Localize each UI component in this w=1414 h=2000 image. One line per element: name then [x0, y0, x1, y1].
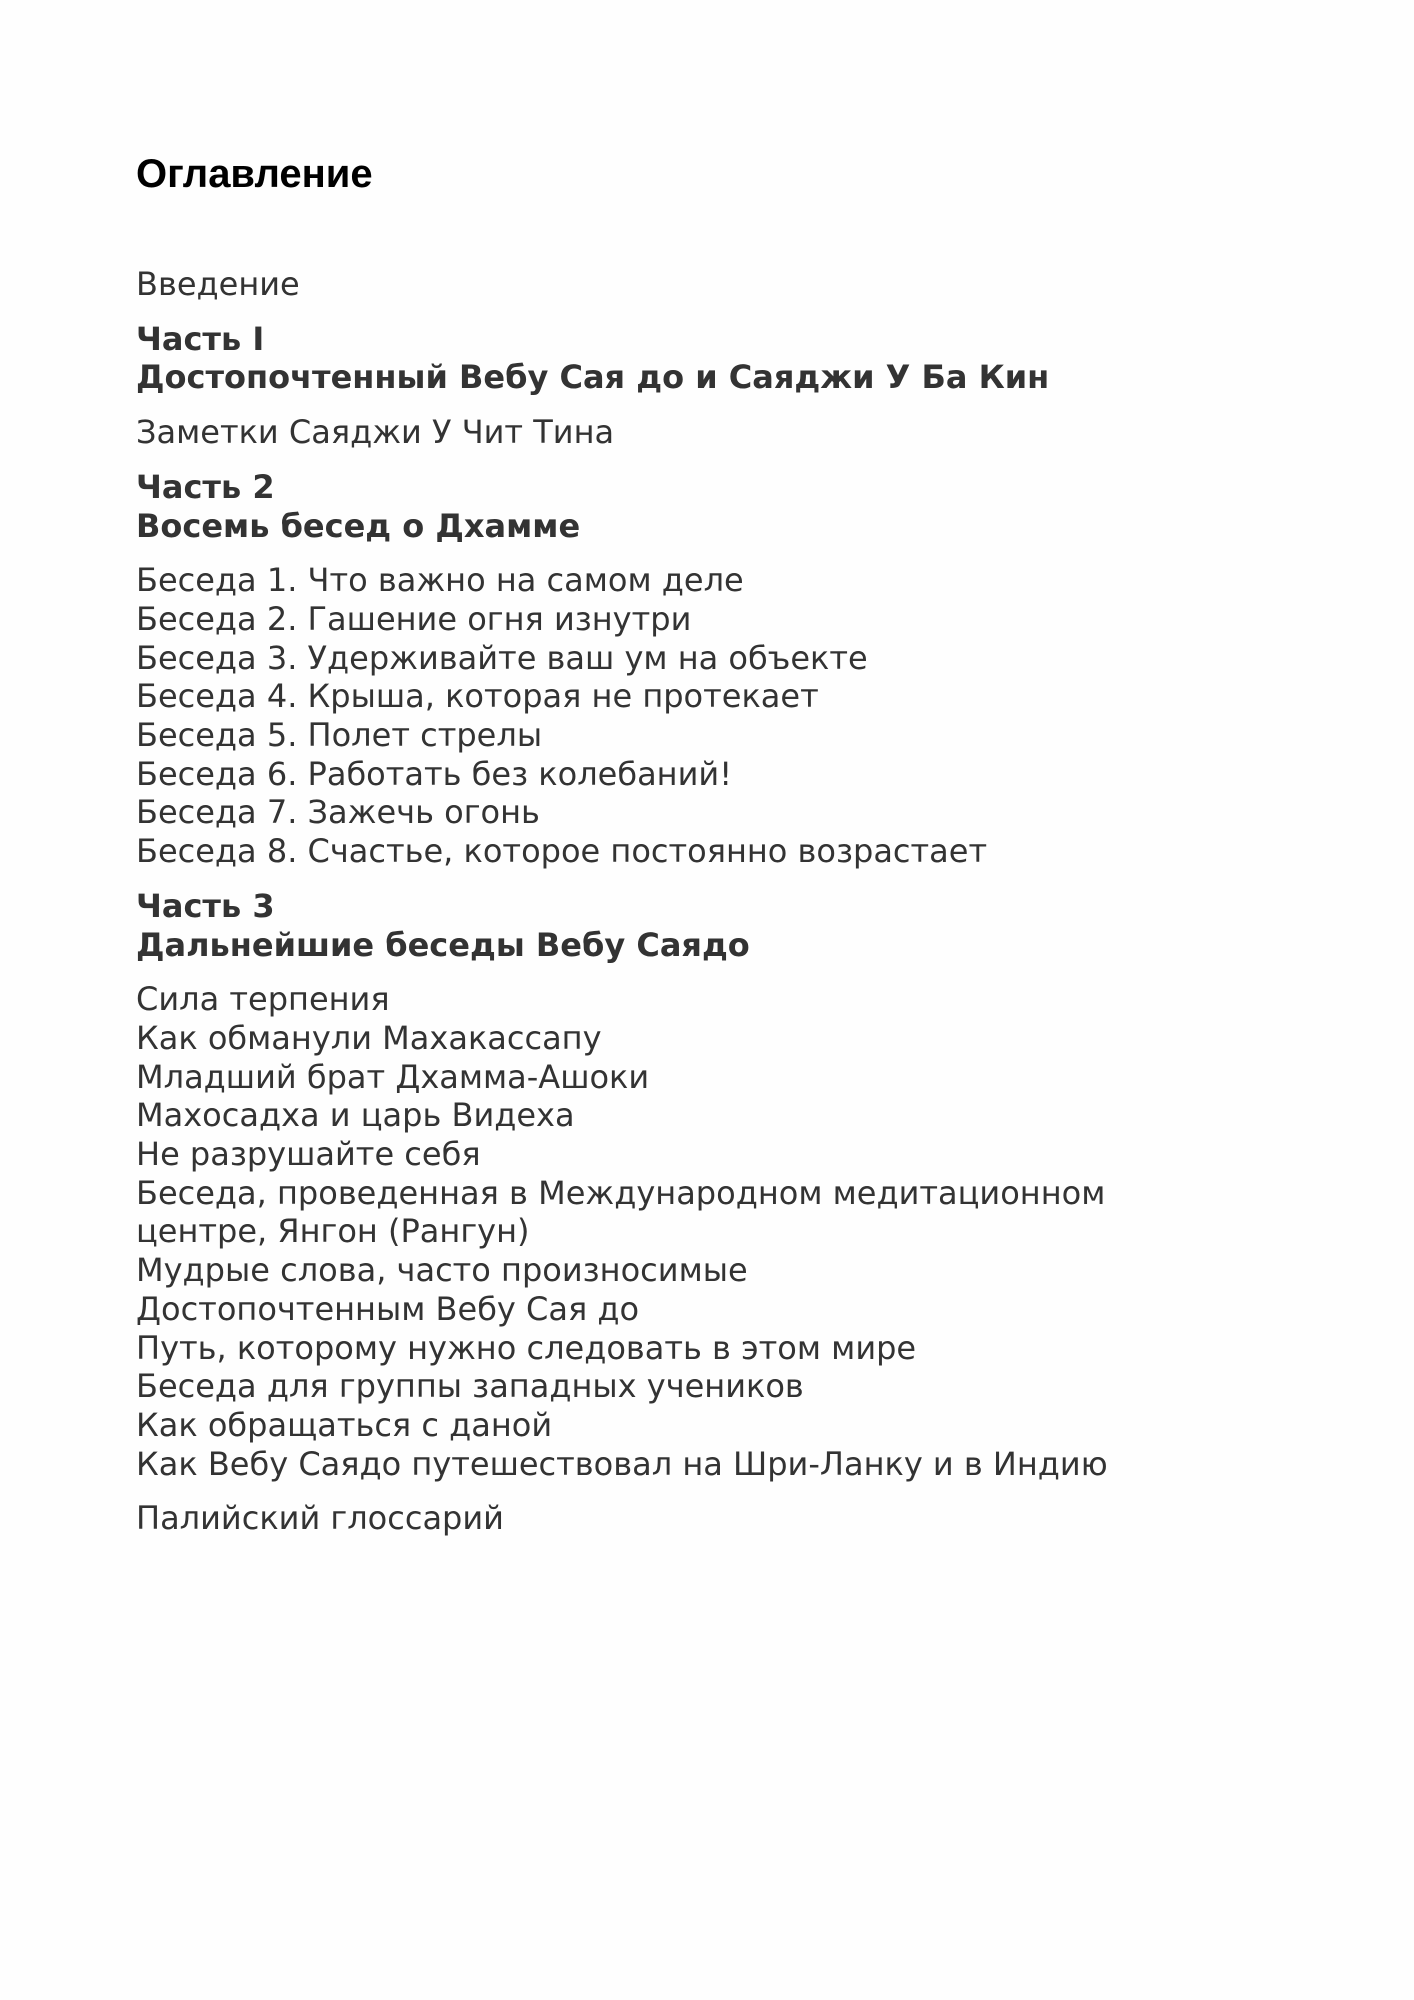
toc-item: Младший брат Дхамма-Ашоки: [136, 1057, 650, 1096]
page-title: Оглавление: [136, 152, 373, 196]
part-title: Восемь бесед о Дхамме: [136, 506, 581, 545]
part-1-heading: [136, 320, 1296, 397]
part-3-items: [136, 980, 1296, 1483]
toc-item: Путь, которому нужно следовать в этом мире: [136, 1328, 917, 1367]
document-page: [136, 0, 1296, 2000]
toc-item: Сила терпения: [136, 980, 390, 1019]
part-2-items: [136, 561, 1296, 871]
toc-item: Беседа, проведенная в Международном медитационном: [136, 1173, 1106, 1212]
table-of-contents: [136, 265, 1296, 1538]
toc-item: Беседа 4. Крыша, которая не протекает: [136, 677, 819, 716]
toc-entry-intro: [136, 265, 1296, 304]
toc-item: Беседа 7. Зажечь огонь: [136, 793, 540, 832]
toc-item: Беседа 3. Удерживайте ваш ум на объекте: [136, 638, 868, 677]
part-label: Часть 3: [136, 886, 275, 925]
toc-item: Не разрушайте себя: [136, 1135, 481, 1174]
toc-item: Беседа 5. Полет стрелы: [136, 716, 543, 755]
toc-item: Заметки Саяджи У Чит Тина: [136, 413, 615, 452]
toc-item: Как обращаться с даной: [136, 1405, 553, 1444]
toc-item: Введение: [136, 265, 300, 303]
part-title: Достопочтенный Вебу Сая до и Саяджи У Ба Кин: [136, 358, 1050, 397]
toc-item: центре, Янгон (Рангун): [136, 1212, 530, 1251]
toc-item: Как обманули Махакассапу: [136, 1018, 602, 1057]
toc-item: Махосадха и царь Видеха: [136, 1096, 575, 1135]
toc-item: Беседа 1. Что важно на самом деле: [136, 561, 744, 600]
part-3-heading: [136, 887, 1296, 964]
part-label: Часть 2: [136, 467, 275, 506]
toc-item: Беседа для группы западных учеников: [136, 1367, 804, 1406]
toc-item: Палийский глоссарий: [136, 1499, 504, 1538]
part-1-items: [136, 413, 1296, 452]
toc-item: Достопочтенным Вебу Сая до: [136, 1289, 640, 1328]
toc-item: Как Вебу Саядо путешествовал на Шри-Ланку и в Индию: [136, 1444, 1108, 1483]
toc-item: Мудрые слова, часто произносимые: [136, 1251, 748, 1290]
part-label: Часть I: [136, 319, 265, 358]
part-title: Дальнейшие беседы Вебу Саядо: [136, 925, 750, 964]
part-2-heading: [136, 468, 1296, 545]
toc-item: Беседа 6. Работать без колебаний!: [136, 754, 733, 793]
toc-item: Беседа 2. Гашение огня изнутри: [136, 599, 692, 638]
toc-item: Беседа 8. Счастье, которое постоянно возрастает: [136, 832, 988, 871]
toc-entry-glossary: [136, 1499, 1296, 1538]
